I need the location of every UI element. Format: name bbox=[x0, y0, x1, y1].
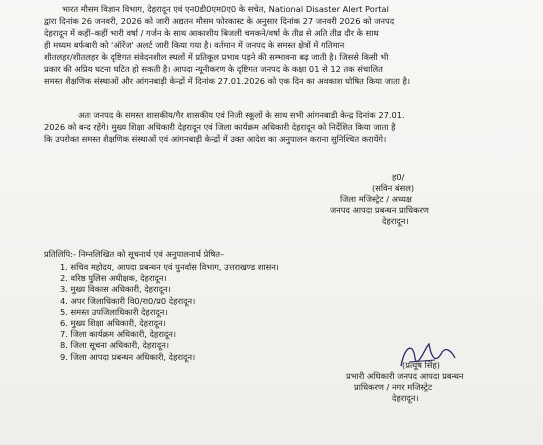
signer1-title2: जनपद आपदा प्रबन्धन प्राधिकरण bbox=[330, 205, 429, 215]
cc-heading: प्रतिलिपि:- निम्नलिखित को सूचनार्थ एवं अनुपालनार्थ प्रेषित– bbox=[44, 249, 225, 259]
signer2-title1: प्रभारी अधिकारी जनपद आपदा प्रबन्धन bbox=[346, 371, 464, 381]
para1-line-5: शीतलहर/शीतलहर के दृष्टिगत संवेदनशील स्थलों में प्रतिकूल प्रभाव पड़ने की सम्भावना बढ़ जाती है। जिससे किसी भी bbox=[44, 52, 389, 62]
signer2-block bbox=[330, 360, 530, 404]
para2-line-1: अतः जनपद के समस्त शासकीय/गैर शासकीय एवं निजी स्कूलों के साथ सभी आंगनबाडी केन्द्र दिनांक 27.01. bbox=[78, 110, 405, 120]
para1-line-4: ही मध्यम बर्फबारी को 'ऑरेंज' अलर्ट जारी किया गया है। वर्तमान में जनपद के समस्त क्षेत्रों में गतिमान bbox=[44, 40, 345, 50]
cc-item: 3. मुख्य विकास अधिकारी, देहरादून। bbox=[60, 284, 171, 295]
signer1-place: देहरादून। bbox=[382, 216, 409, 226]
para1-line-1: भारत मौसम विज्ञान विभाग, देहरादून एवं एन0डी0एम0ए0 के सचेत, National Disaster Alert Portal bbox=[62, 4, 389, 14]
para2-line-3: कि उपरोक्त समस्त शैक्षणिक संस्थाओं एवं आंगनबाड़ी केन्द्रों में उक्त आदेश का अनुपालन कराना सुनिश्चित करायेंगे। bbox=[44, 134, 387, 144]
signer1-title1: जिला मजिस्ट्रेट / अध्यक्ष bbox=[340, 194, 412, 204]
cc-list bbox=[60, 262, 279, 363]
cc-item: 5. समस्त उपजिलाधिकारी देहरादून। bbox=[60, 306, 168, 317]
cc-item: 1. सचिव महोदय, आपदा प्रबन्धन एवं पुनर्वास विभाग, उत्तराखण्ड शासन। bbox=[60, 262, 279, 272]
para1-line-2: द्वारा दिनांक 26 जनवरी, 2026 को जारी अद्यतन मौसम फोरकास्ट के अनुसार दिनांक 27 जनवरी 2026 को जनपद bbox=[44, 16, 395, 26]
signer1-name: (सविन बंसल) bbox=[372, 183, 415, 193]
cc-item: 4. अपर जिलाधिकारी वि0/रा0/प्र0 देहरादून। bbox=[60, 295, 196, 306]
cc-item: 8. जिला सूचना अधिकारी, देहरादून। bbox=[60, 340, 169, 351]
cc-item: 6. मुख्य शिक्षा अधिकारी, देहरादून। bbox=[60, 318, 166, 329]
cc-item: 7. जिला कार्यक्रम अधिकारी, देहरादून। bbox=[60, 329, 177, 340]
para1-line-6: प्रकार की अप्रिय घटना घटित हो सकती है। आपदा न्यूनीकरण के दृष्टिगत जनपद के कक्षा 01 से 12 तक संचालित bbox=[44, 64, 383, 74]
para1-line-3: देहरादून में कहीं–कहीं भारी वर्षा / गर्जन के साथ आकाशीय बिजली चमकने/वर्षा के तीव्र से अति तीव्र दौर के साथ bbox=[44, 28, 379, 38]
signer2-title2: प्राधिकरण / नगर मजिस्ट्रेट bbox=[354, 382, 433, 392]
cc-item: 2. वरिष्ठ पुलिस अधीक्षक, देहरादून। bbox=[60, 273, 167, 284]
para1-line-7: समस्त शैक्षणिक संस्थाओं और आंगनबाड़ी केन्द्रों में दिनांक 27.01.2026 को एक दिन का अवकाश घोषित किया जाता है। bbox=[44, 76, 411, 86]
signer1-block bbox=[300, 172, 500, 227]
cc-item: 9. जिला आपदा प्रबन्धन अधिकारी, देहरादून। bbox=[60, 351, 196, 362]
signer1-sign-mark: ह0/ bbox=[392, 172, 405, 182]
signer2-name: (प्रत्यूष सिंह) bbox=[402, 360, 441, 370]
para2-line-2: 2026 को बन्द रहेंगे। मुख्य शिक्षा अधिकारी देहरादून एवं जिला कार्यक्रम अधिकारी देहरादून को निर्देशित किया जाता है bbox=[44, 122, 396, 132]
signer2-place: देहरादून। bbox=[392, 393, 419, 403]
